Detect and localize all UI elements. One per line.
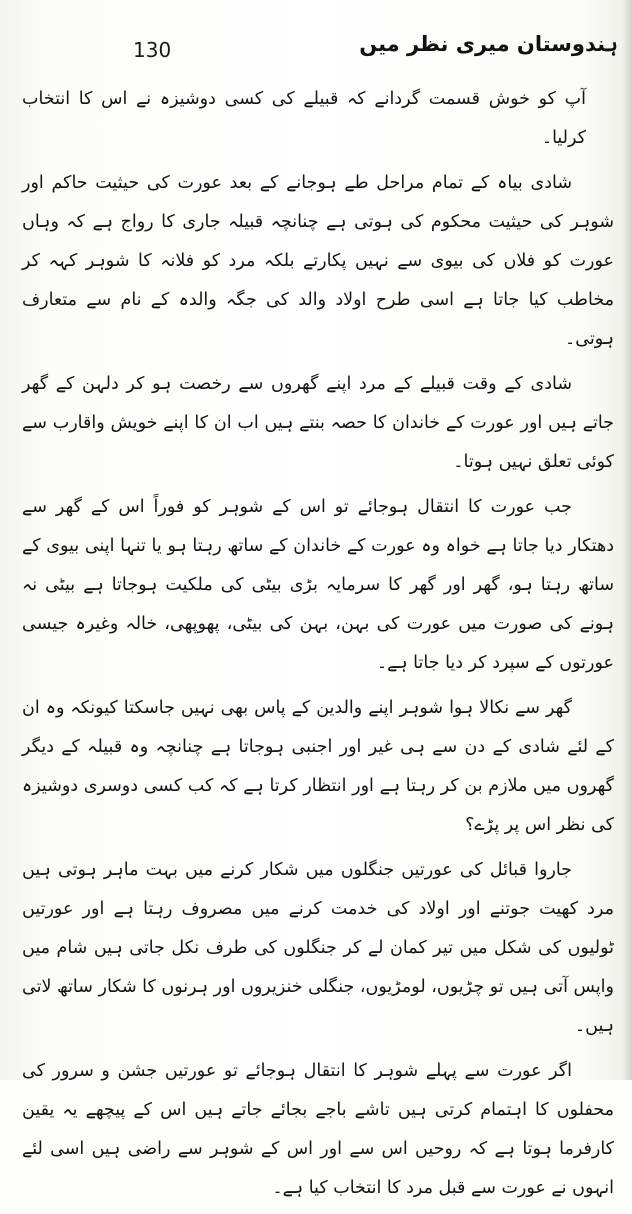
- page-number: 130: [133, 38, 172, 62]
- paragraph-1: آپ کو خوش قسمت گردانے کہ قبیلے کی کسی دوشیزہ نے اس کا انتخاب کرلیا۔: [22, 89, 586, 148]
- paragraph-3: شادی کے وقت قبیلے کے مرد اپنے گھروں سے رخصت ہو کر دلہن کے گھر جاتے ہیں اور عورت کے خاندان کا حصہ بنتے ہیں اب ان کا اپنے خویش واقارب سے کوئی تعلق نہیں ہوتا۔: [22, 374, 614, 472]
- running-title: ہندوستان میری نظر میں: [359, 32, 618, 56]
- paragraph-6: جاروا قبائل کی عورتیں جنگلوں میں شکار کرنے میں بہت ماہر ہوتی ہیں مرد کھیت جوتنے اور اولاد کی خدمت کرنے میں مصروف رہتا ہے اور عورتیں ٹولیوں کی شکل میں تیر کمان لے کر جنگلوں کی طرف نکل جاتی ہیں شام میں واپس آتی ہیں تو چڑیوں، لومڑیوں، جنگلی خنزیروں اور ہرنوں کا شکار ساتھ لاتی ہیں۔: [22, 860, 614, 1036]
- page-header: [0, 30, 632, 70]
- body-text: [22, 80, 614, 1214]
- paragraph-4: جب عورت کا انتقال ہوجائے تو اس کے شوہر کو فوراً اس کے گھر سے دھتکار دیا جاتا ہے خواہ وہ عورت کے خاندان کے ساتھ رہتا ہو یا تنہا اپنی بیوی کے ساتھ رہتا ہو، گھر اور گھر کا سرمایہ بڑی بیٹی کی ملکیت ہوجاتا ہے بیٹی نہ ہونے کی صورت میں عورت کی بہن، بہن کی بیٹی، پھوپھی، خالہ وغیرہ جیسی عورتوں کے سپرد کر دیا جاتا ہے۔: [22, 497, 614, 673]
- paragraph-2: شادی بیاہ کے تمام مراحل طے ہوجانے کے بعد عورت کی حیثیت حاکم اور شوہر کی حیثیت محکوم کی ہوتی ہے چنانچہ قبیلہ جاری کا رواج ہے کہ وہاں عورت کو فلاں کی بیوی سے نہیں پکارتے بلکہ مرد کو فلانہ کا شوہر کہہ کر مخاطب کیا جاتا ہے اسی طرح اولاد والد کی جگہ والدہ کے نام سے متعارف ہوتی۔: [22, 173, 614, 349]
- paragraph-5: گھر سے نکالا ہوا شوہر اپنے والدین کے پاس بھی نہیں جاسکتا کیونکہ وہ ان کے لئے شادی کے دن سے ہی غیر اور اجنبی ہوجاتا ہے چنانچہ وہ قبیلہ کے دیگر گھروں میں ملازم بن کر رہتا ہے اور انتظار کرتا ہے کہ کب کسی دوسری دوشیزہ کی نظر اس پر پڑے؟: [22, 698, 614, 835]
- paragraph-7: اگر عورت سے پہلے شوہر کا انتقال ہوجائے تو عورتیں جشن و سرور کی محفلوں کا اہتمام کرتی ہیں تاشے باجے بجائے جاتے ہیں اس کے پیچھے یہ یقین کارفرما ہوتا ہے کہ روحیں اس سے اور اس کے شوہر سے راضی ہیں اسی لئے انہوں نے عورت سے قبل مرد کا انتخاب کیا ہے۔: [22, 1061, 614, 1198]
